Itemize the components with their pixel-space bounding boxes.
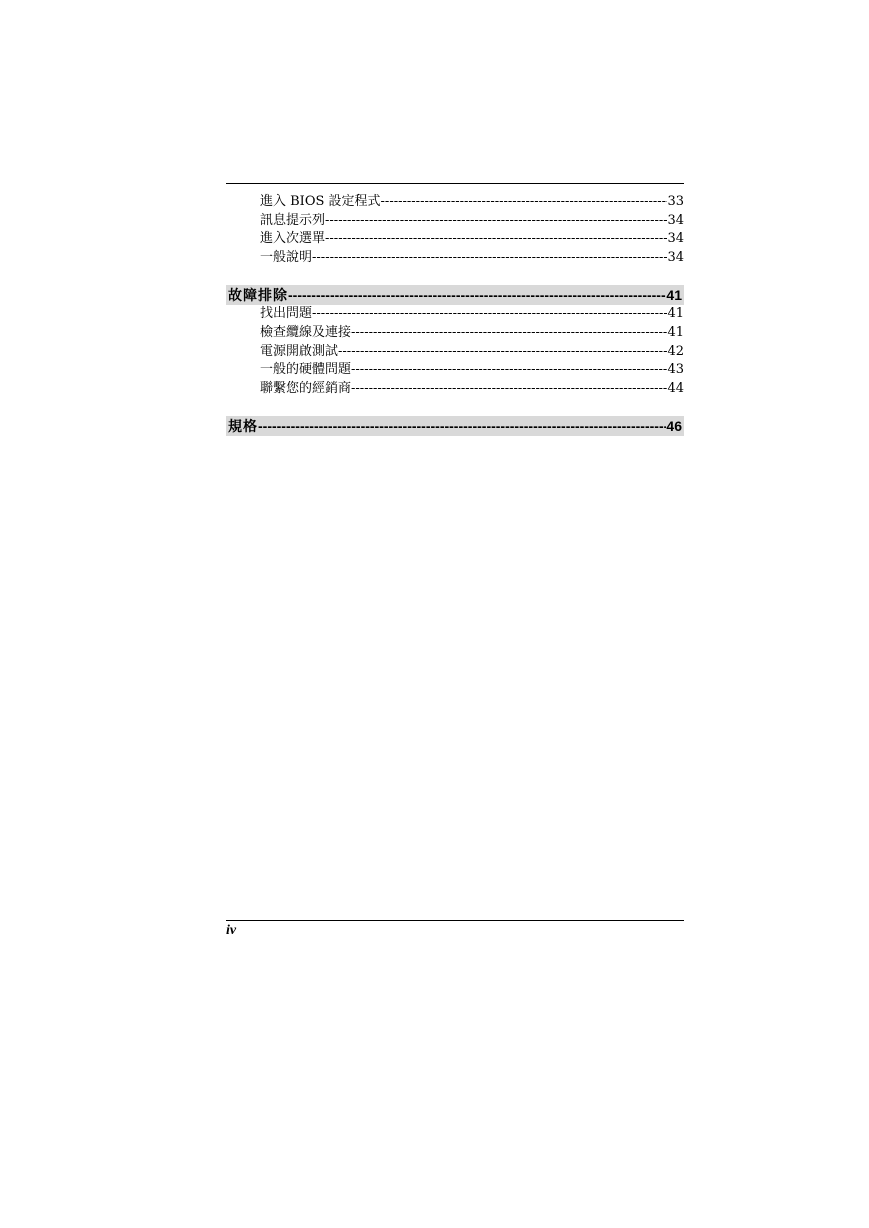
toc-entry-check-cables[interactable] (226, 324, 684, 343)
dot-leader (351, 380, 667, 399)
toc-entry-page: 41 (667, 324, 684, 340)
toc-entry-general-help[interactable] (226, 249, 684, 268)
toc-entry-page: 44 (667, 380, 684, 396)
page-number: iv (226, 923, 237, 938)
toc-chapter-troubleshooting[interactable] (226, 285, 684, 305)
toc-entry-title: 找出問題 (260, 306, 313, 322)
dot-leader (288, 285, 666, 305)
dot-leader (312, 305, 667, 324)
toc-chapter-page: 46 (666, 418, 682, 435)
toc-entry-enter-submenu[interactable] (226, 230, 684, 249)
toc-entry-title: 訊息提示列 (260, 212, 326, 228)
toc-entry-page: 34 (667, 249, 684, 265)
top-rule (226, 183, 684, 184)
toc-entry-title: 檢查纜線及連接 (260, 324, 352, 340)
toc-entry-find-problem[interactable] (226, 305, 684, 324)
toc-entry-page: 42 (667, 343, 684, 359)
table-of-contents (226, 193, 684, 436)
toc-entry-page: 43 (667, 362, 684, 378)
toc-entry-message-bar[interactable] (226, 212, 684, 231)
bottom-rule (226, 920, 684, 921)
dot-leader (258, 416, 666, 436)
toc-entry-power-on-test[interactable] (226, 343, 684, 362)
toc-entry-title: 一般說明 (260, 249, 313, 265)
toc-entry-enter-bios-setup[interactable] (226, 193, 684, 212)
toc-entry-title: 進入 BIOS 設定程式 (260, 194, 381, 209)
toc-chapter-page: 41 (666, 287, 682, 304)
dot-leader (325, 212, 667, 231)
dot-leader (338, 343, 667, 362)
toc-chapter-specifications[interactable] (226, 416, 684, 436)
toc-chapter-title: 規格 (228, 419, 258, 436)
toc-entry-contact-dealer[interactable] (226, 380, 684, 399)
dot-leader (312, 249, 667, 268)
toc-entry-title: 電源開啟測試 (260, 343, 339, 359)
toc-entry-page: 34 (667, 231, 684, 247)
toc-entry-hardware-problems[interactable] (226, 361, 684, 380)
toc-entry-title: 進入次選單 (260, 231, 326, 247)
toc-entry-title: 聯繫您的經銷商 (260, 380, 352, 396)
dot-leader (381, 193, 668, 212)
dot-leader (325, 230, 667, 249)
toc-entry-title: 一般的硬體問題 (260, 362, 352, 378)
dot-leader (351, 324, 667, 343)
toc-entry-page: 34 (667, 212, 684, 228)
toc-entry-page: 33 (667, 194, 684, 209)
toc-chapter-title: 故障排除 (228, 288, 288, 305)
toc-entry-page: 41 (667, 306, 684, 322)
dot-leader (351, 361, 667, 380)
